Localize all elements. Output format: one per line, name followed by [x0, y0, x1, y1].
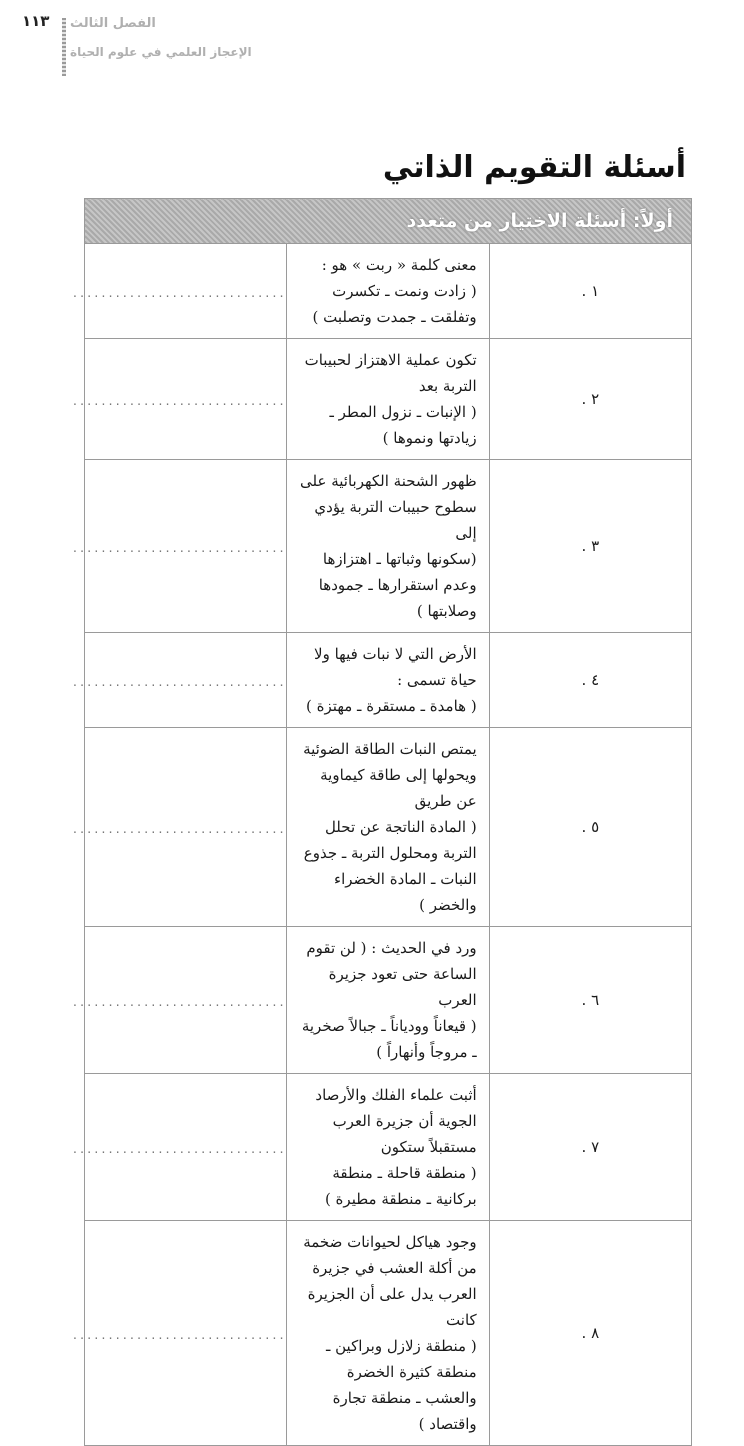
question-row: [85, 728, 692, 927]
header-divider: [62, 18, 66, 76]
question-choices: ( منطقة قاحلة ـ منطقة بركانية ـ منطقة مطيرة ): [324, 1164, 477, 1208]
question-text: [287, 244, 489, 339]
question-choices: ( الإنبات ـ نزول المطر ـ زيادتها ونموها ): [329, 403, 477, 447]
section-title: أسئلة التقويم الذاتي: [382, 150, 686, 185]
question-choices: ( زادت ونمت ـ تكسرت وتفلقت ـ جمدت وتصلبت ): [312, 282, 477, 326]
quiz-table: [71, 198, 692, 1446]
question-choices: (سكونها وثباتها ـ اهتزازها وعدم استقرارها ـ جمودها وصلابتها ): [318, 550, 477, 620]
question-row: [85, 339, 692, 460]
answer-blank[interactable]: ..............................: [71, 541, 286, 555]
question-choices: ( هامدة ـ مستقرة ـ مهتزة ): [306, 697, 477, 715]
question-number: ٥ .: [489, 728, 691, 927]
chapter-label: الفصل الثالث: [70, 16, 156, 31]
answer-blank[interactable]: ..............................: [71, 1328, 286, 1342]
answer-blank[interactable]: ..............................: [71, 675, 286, 689]
question-stem: معنى كلمة « ربت » هو :: [321, 256, 477, 274]
answer-blank[interactable]: ..............................: [71, 822, 286, 836]
question-stem: ظهور الشحنة الكهربائية على سطوح حبيبات التربة يؤدي إلى: [300, 472, 477, 542]
question-stem: الأرض التي لا نبات فيها ولا حياة تسمى :: [314, 645, 477, 689]
question-text: [287, 339, 489, 460]
question-number: ٤ .: [489, 633, 691, 728]
answer-blank[interactable]: ..............................: [71, 995, 286, 1009]
question-stem: تكون عملية الاهتزاز لحبيبات التربة بعد: [304, 351, 477, 395]
question-choices: ( المادة الناتجة عن تحلل التربة ومحلول التربة ـ جذوع النبات ـ المادة الخضراء والخضر ): [303, 818, 477, 914]
question-number: ٨ .: [489, 1221, 691, 1446]
question-text: [287, 460, 489, 633]
question-row: [85, 244, 692, 339]
question-text: [287, 633, 489, 728]
answer-cell[interactable]: [71, 1221, 287, 1446]
question-stem: أثبت علماء الفلك والأرصاد الجوية أن جزيرة العرب مستقبلاً ستكون: [315, 1086, 477, 1156]
answer-blank[interactable]: ..............................: [71, 1142, 286, 1156]
answer-cell[interactable]: [71, 460, 287, 633]
question-choices: ( قيعاناً وودياناً ـ جبالاً صخرية ـ مروجاً وأنهاراً ): [301, 1017, 477, 1061]
question-number: ١ .: [489, 244, 691, 339]
answer-cell[interactable]: [71, 339, 287, 460]
answer-cell[interactable]: [71, 728, 287, 927]
answer-blank[interactable]: ..............................: [71, 394, 286, 408]
answer-blank[interactable]: ..............................: [71, 286, 286, 300]
question-text: [287, 728, 489, 927]
band-title: أولاً: أسئلة الاختيار من متعدد: [85, 199, 692, 244]
answer-cell[interactable]: [71, 927, 287, 1074]
question-number: ٢ .: [489, 339, 691, 460]
answer-cell[interactable]: [71, 633, 287, 728]
question-number: ٣ .: [489, 460, 691, 633]
question-stem: وجود هياكل لحيوانات ضخمة من أكلة العشب في جزيرة العرب يدل على أن الجزيرة كانت: [303, 1233, 477, 1329]
question-number: ٧ .: [489, 1074, 691, 1221]
question-row: [85, 1221, 692, 1446]
answer-cell[interactable]: [71, 244, 287, 339]
question-text: [287, 1221, 489, 1446]
running-header: [70, 16, 270, 59]
question-number: ٦ .: [489, 927, 691, 1074]
question-row: [85, 633, 692, 728]
chapter-title: الإعجاز العلمي في علوم الحياة: [70, 45, 252, 59]
page-number: ١١٣: [22, 12, 50, 30]
question-row: [85, 927, 692, 1074]
question-row: [85, 460, 692, 633]
question-stem: ورد في الحديث : ( لن تقوم الساعة حتى تعود جزيرة العرب: [306, 939, 477, 1009]
question-text: [287, 927, 489, 1074]
band-row: [85, 199, 692, 244]
question-choices: ( منطقة زلازل وبراكين ـ منطقة كثيرة الخضرة والعشب ـ منطقة تجارة واقتصاد ): [325, 1337, 477, 1433]
question-stem: يمتص النبات الطاقة الضوئية ويحولها إلى طاقة كيماوية عن طريق: [303, 740, 477, 810]
